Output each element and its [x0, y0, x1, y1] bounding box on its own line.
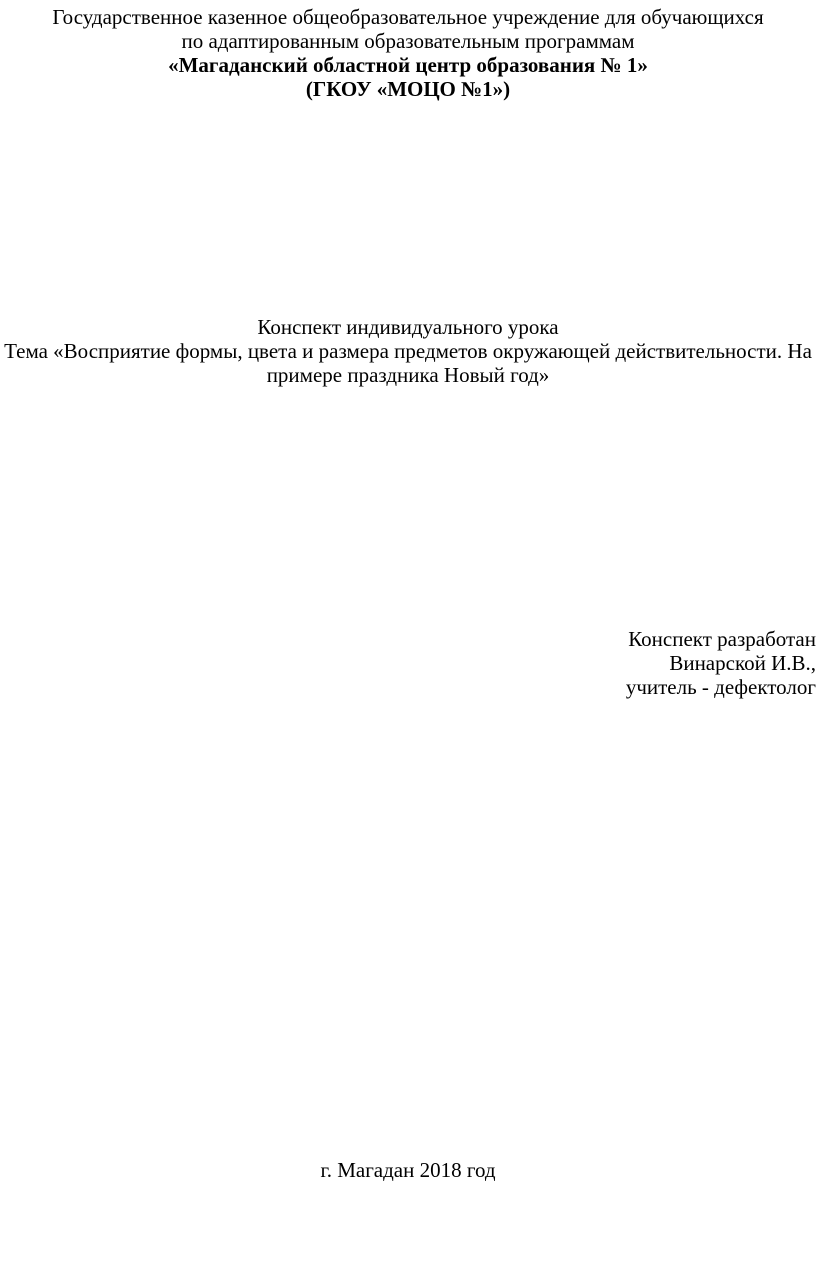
- author-position: учитель - дефектолог: [625, 675, 816, 699]
- institution-full-name: «Магаданский областной центр образования № 1»: [168, 53, 648, 77]
- institution-abbreviation: (ГКОУ «МОЦО №1»): [305, 77, 511, 101]
- place-year-text: г. Магадан 2018 год: [320, 1158, 496, 1182]
- lesson-topic-line-1: Тема «Восприятие формы, цвета и размера предметов окружающей действительности. На: [4, 339, 812, 363]
- lesson-title-block: [0, 315, 816, 387]
- author-developed-by: Конспект разработан: [628, 627, 816, 651]
- institution-name-line-1: Государственное казенное общеобразовательное учреждение для обучающихся: [52, 5, 764, 29]
- author-block: [626, 627, 816, 699]
- author-name: Винарской И.В.,: [669, 651, 816, 675]
- institution-name-line-2: по адаптированным образовательным программам: [181, 29, 635, 53]
- place-and-year: [0, 1158, 816, 1182]
- institution-header: [0, 5, 816, 101]
- lesson-topic-line-2: примере праздника Новый год»: [266, 363, 550, 387]
- lesson-title: Конспект индивидуального урока: [257, 315, 559, 339]
